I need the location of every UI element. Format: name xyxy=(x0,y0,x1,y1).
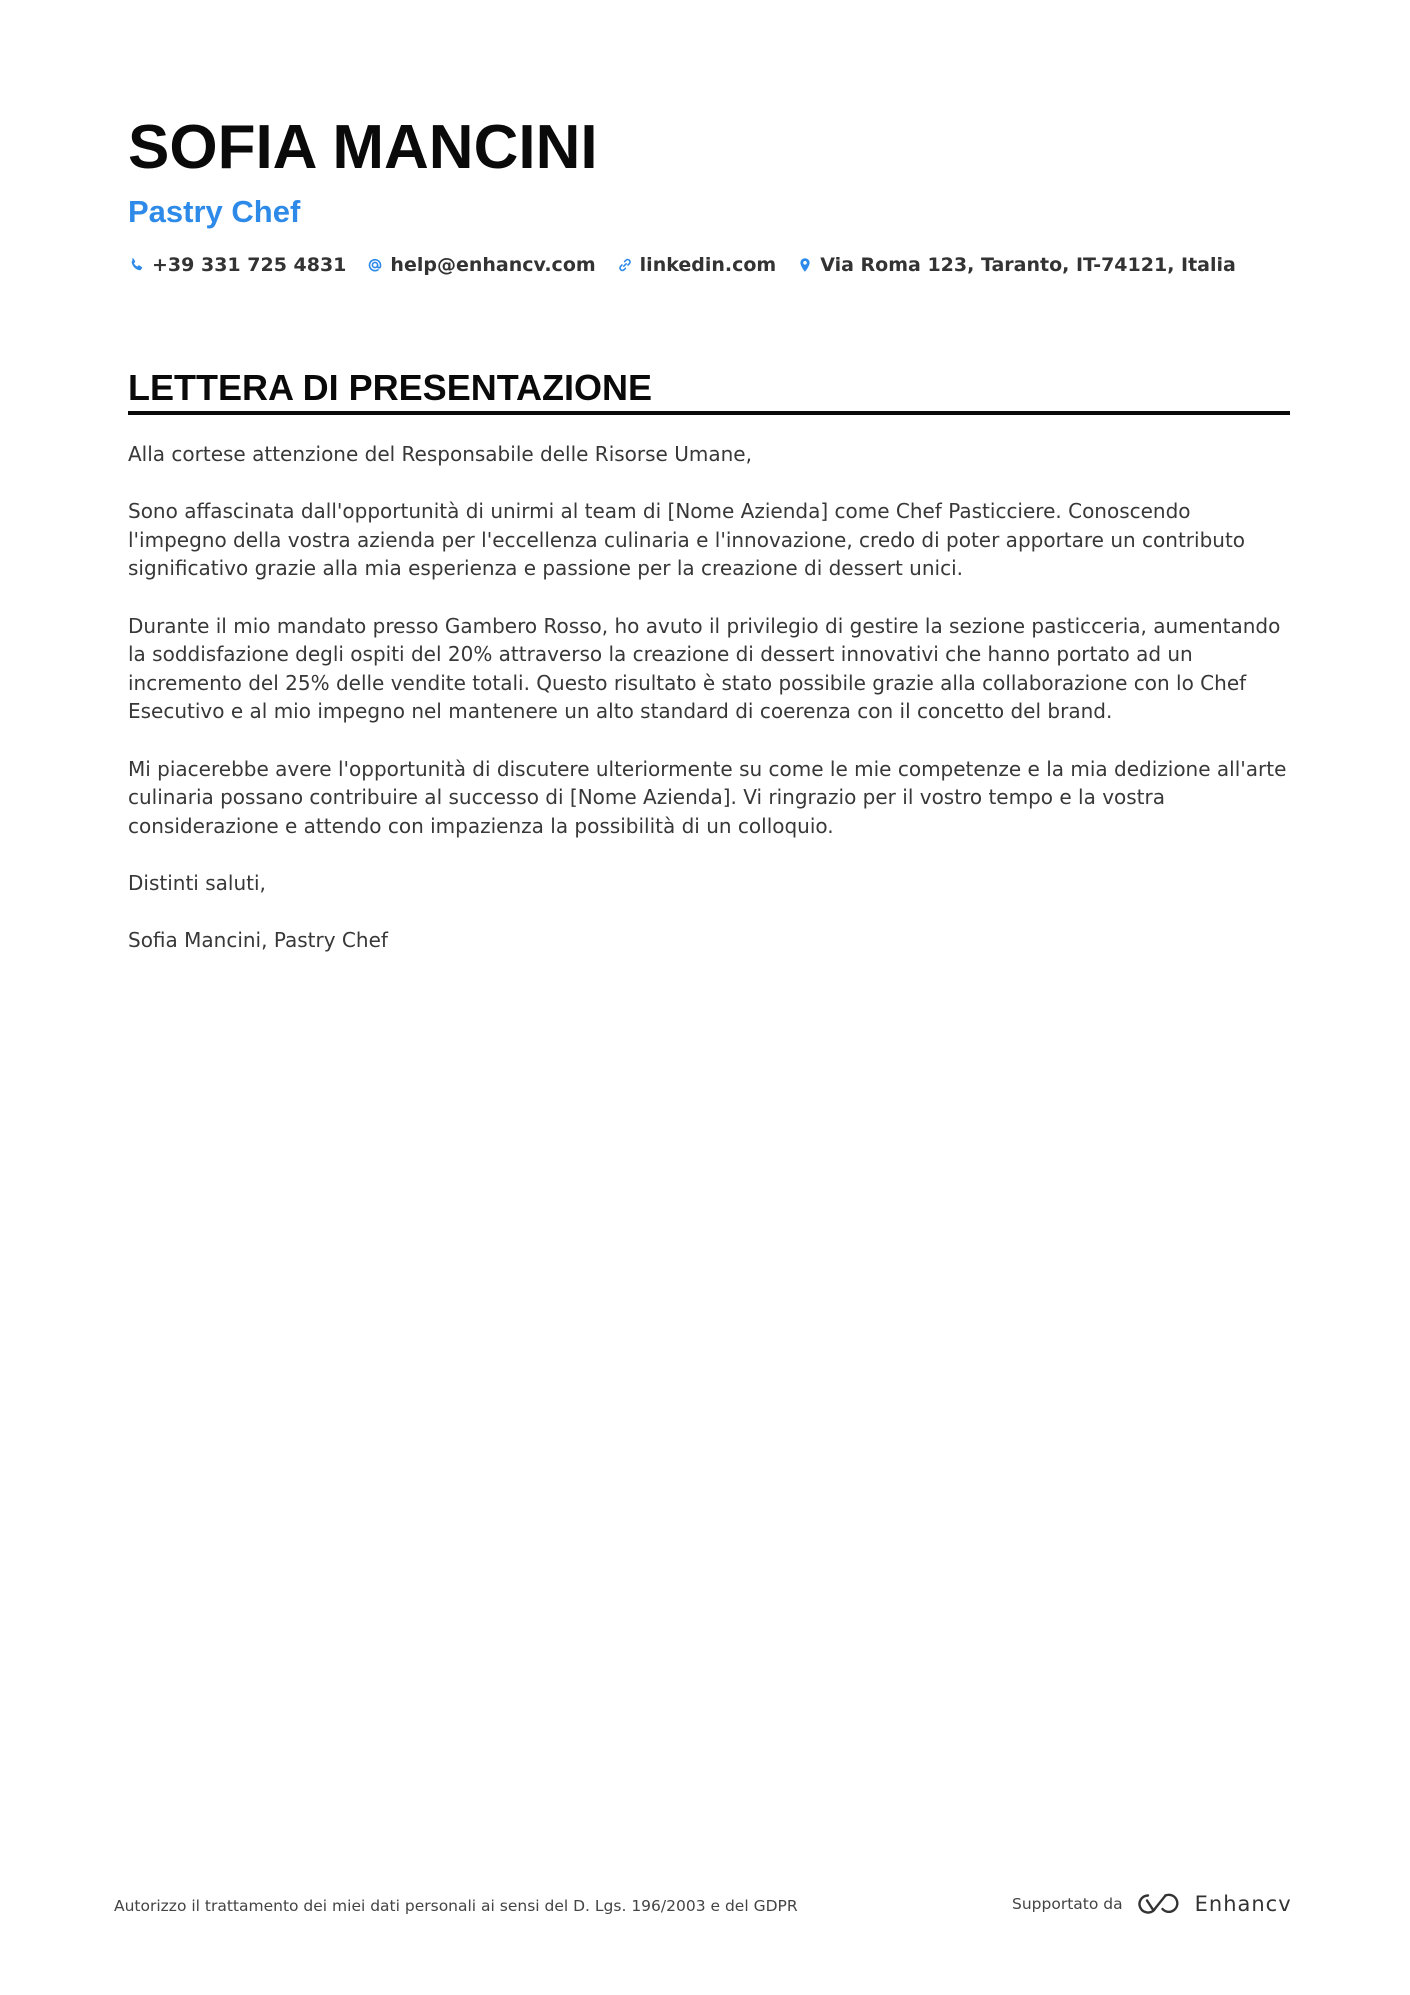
enhancv-logo-icon xyxy=(1135,1891,1181,1917)
phone-text: +39 331 725 4831 xyxy=(152,254,347,276)
section-divider xyxy=(128,411,1290,415)
header xyxy=(128,112,1290,232)
letter-body xyxy=(128,440,1290,983)
powered-by-label: Supportato da xyxy=(1012,1895,1123,1913)
letter-paragraph: Durante il mio mandato presso Gambero Rosso, ho avuto il privilegio di gestire la sezione pasticceria, aumentando la soddisfazione degli ospiti del 20% attraverso la creazione di dessert innovativi che hanno portato ad un incremento del 25% delle vendite totali. Questo risultato è stato possibile grazie alla collaborazione con lo Chef Esecutivo e al mio impegno nel mantenere un alto standard di coerenza con il concetto del brand. xyxy=(128,613,1281,724)
contact-address xyxy=(796,254,1236,276)
contact-phone xyxy=(128,254,346,276)
contact-linkedin[interactable] xyxy=(616,254,777,276)
at-icon xyxy=(366,256,384,274)
linkedin-link[interactable]: linkedin.com xyxy=(639,254,777,276)
link-icon xyxy=(616,256,634,274)
letter-paragraph: Mi piacerebbe avere l'opportunità di discutere ulteriormente su come le mie competenze e la mia dedizione all'arte culinaria possano contribuire al successo di [Nome Azienda]. Vi ringrazio per il vostro tempo e la vostra considerazione e attendo con impazienza la possibilità di un colloquio. xyxy=(128,756,1287,838)
email-link[interactable]: help@enhancv.com xyxy=(390,254,596,276)
letter-signature: Sofia Mancini, Pastry Chef xyxy=(128,928,388,953)
contact-bar xyxy=(128,254,1256,276)
letter-greeting: Alla cortese attenzione del Responsabile delle Risorse Umane, xyxy=(128,442,752,466)
contact-email[interactable] xyxy=(366,254,595,276)
section-title: LETTERA DI PRESENTAZIONE xyxy=(128,367,653,408)
letter-paragraph: Sono affascinata dall'opportunità di unirmi al team di [Nome Azienda] come Chef Pasticciere. Conoscendo l'impegno della vostra azienda per l'eccellenza culinaria e l'innovazione, credo di poter apportare un contributo significativo grazie alla mia esperienza e passione per la creazione di dessert unici. xyxy=(128,499,1246,581)
powered-by[interactable] xyxy=(1012,1886,1292,1922)
job-title: Pastry Chef xyxy=(128,194,301,229)
consent-notice: Autorizzo il trattamento dei miei dati personali ai sensi del D. Lgs. 196/2003 e del GDPR xyxy=(114,1897,798,1915)
letter-closing: Distinti saluti, xyxy=(128,870,266,895)
location-pin-icon xyxy=(796,256,814,274)
phone-icon xyxy=(128,256,146,274)
brand-name: Enhancv xyxy=(1194,1892,1292,1916)
address-text: Via Roma 123, Taranto, IT-74121, Italia xyxy=(820,254,1236,276)
candidate-name: SOFIA MANCINI xyxy=(128,113,598,182)
